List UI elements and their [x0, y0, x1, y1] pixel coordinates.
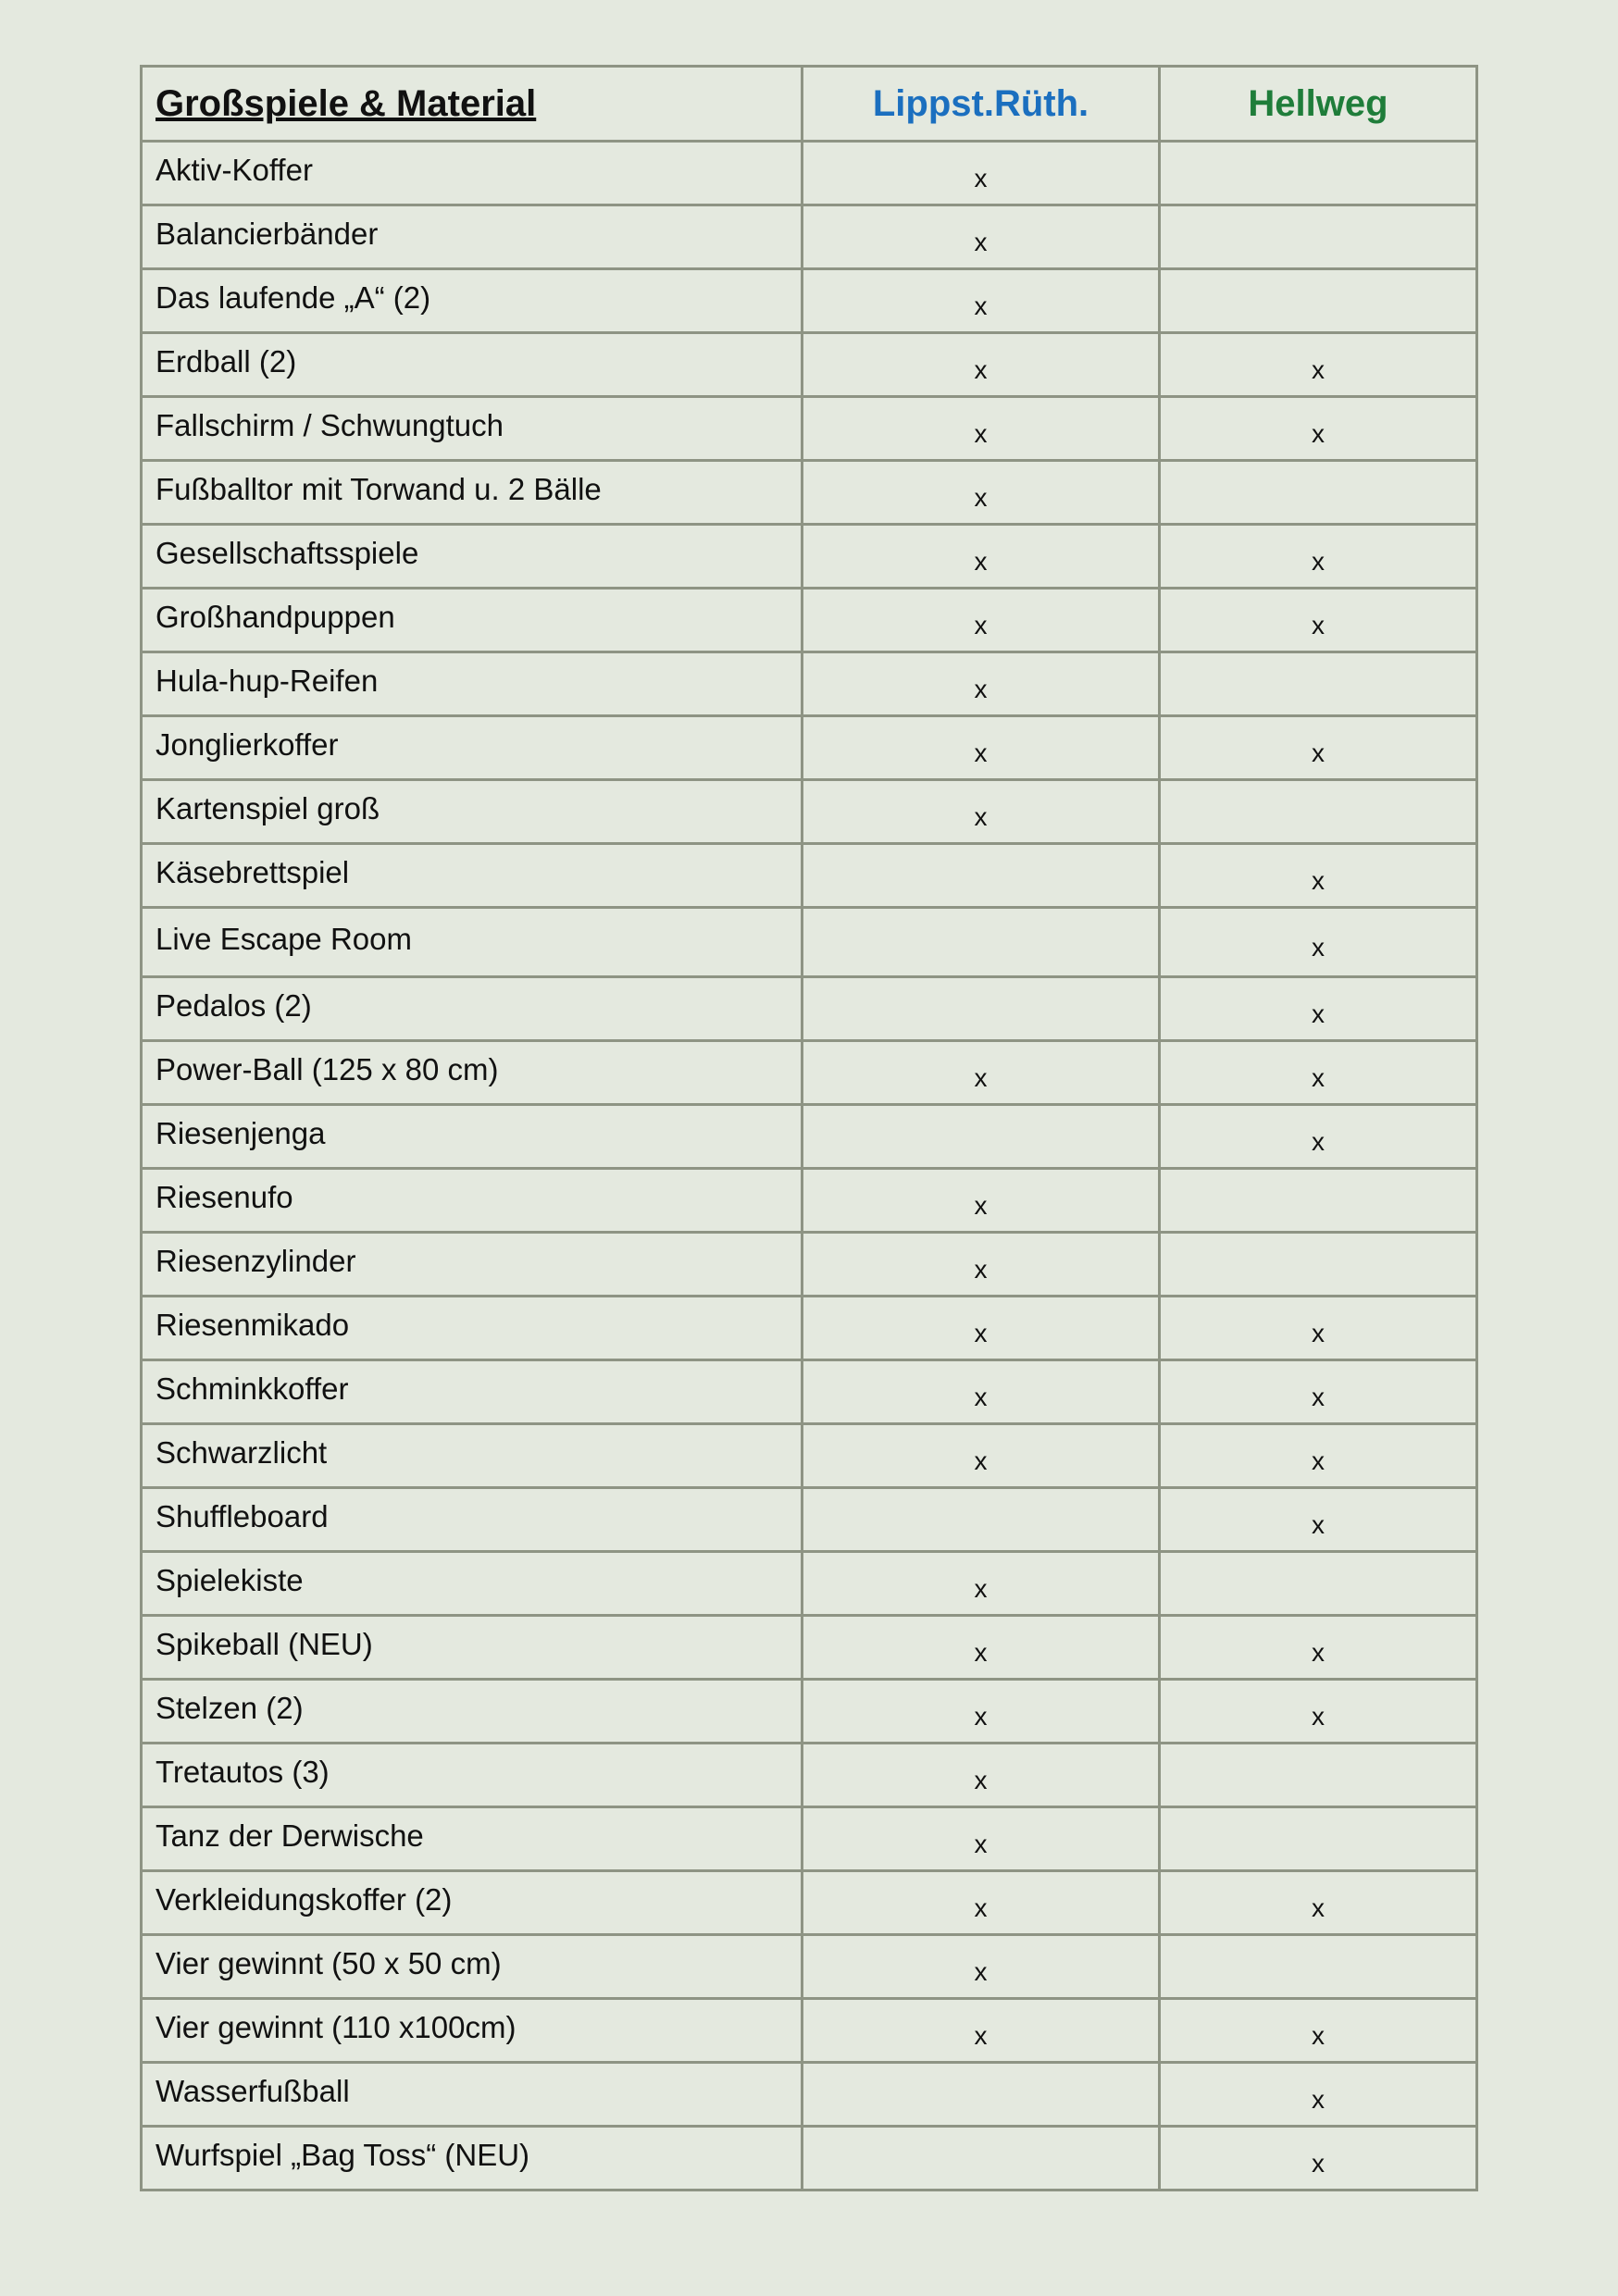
item-name-cell — [142, 1680, 803, 1744]
availability-mark: x — [974, 419, 988, 448]
availability-mark: x — [974, 2021, 988, 2050]
hellweg-mark-cell — [1160, 1680, 1477, 1744]
availability-mark: x — [974, 1574, 988, 1603]
item-name-cell — [142, 1233, 803, 1297]
availability-mark: x — [1312, 1510, 1325, 1539]
table-row — [142, 1616, 1477, 1680]
lippstadt-mark-cell — [803, 1105, 1160, 1169]
table-row — [142, 1424, 1477, 1488]
item-label: Spielekiste — [156, 1563, 304, 1597]
hellweg-mark-cell — [1160, 269, 1477, 333]
hellweg-mark-cell — [1160, 844, 1477, 908]
lippstadt-mark-cell — [803, 2063, 1160, 2127]
item-name-cell — [142, 2127, 803, 2191]
availability-mark: x — [1312, 547, 1325, 576]
table-row — [142, 142, 1477, 205]
hellweg-mark-cell — [1160, 525, 1477, 589]
hellweg-mark-cell — [1160, 780, 1477, 844]
lippstadt-mark-cell — [803, 1360, 1160, 1424]
lippstadt-mark-cell — [803, 1999, 1160, 2063]
item-name-cell — [142, 844, 803, 908]
header-row — [142, 67, 1477, 142]
table-row — [142, 1360, 1477, 1424]
item-label: Spikeball (NEU) — [156, 1627, 373, 1661]
lippstadt-mark-cell — [803, 1488, 1160, 1552]
hellweg-mark-cell — [1160, 142, 1477, 205]
availability-mark: x — [974, 1893, 988, 1922]
item-name-cell — [142, 1616, 803, 1680]
hellweg-mark-cell — [1160, 1871, 1477, 1935]
item-name-cell — [142, 1488, 803, 1552]
hellweg-mark-cell — [1160, 1935, 1477, 1999]
hellweg-mark-cell — [1160, 1233, 1477, 1297]
item-label: Käsebrettspiel — [156, 855, 350, 889]
hellweg-mark-cell — [1160, 1488, 1477, 1552]
lippstadt-mark-cell — [803, 2127, 1160, 2191]
table-row — [142, 977, 1477, 1041]
hellweg-mark-cell — [1160, 2063, 1477, 2127]
item-name-cell — [142, 333, 803, 397]
item-label: Schminkkoffer — [156, 1371, 349, 1406]
hellweg-mark-cell — [1160, 652, 1477, 716]
item-label: Riesenmikado — [156, 1308, 350, 1342]
hellweg-mark-cell — [1160, 397, 1477, 461]
lippstadt-mark-cell — [803, 589, 1160, 652]
item-name-cell — [142, 1552, 803, 1616]
availability-mark: x — [1312, 1383, 1325, 1411]
hellweg-mark-cell — [1160, 977, 1477, 1041]
table-row — [142, 1105, 1477, 1169]
hellweg-mark-cell — [1160, 2127, 1477, 2191]
lippstadt-mark-cell — [803, 716, 1160, 780]
availability-mark: x — [974, 228, 988, 256]
item-label: Gesellschaftsspiele — [156, 536, 419, 570]
item-label: Kartenspiel groß — [156, 791, 380, 825]
item-label: Vier gewinnt (110 x100cm) — [156, 2010, 517, 2044]
availability-mark: x — [1312, 1319, 1325, 1347]
hellweg-mark-cell — [1160, 716, 1477, 780]
lippstadt-mark-cell — [803, 1424, 1160, 1488]
availability-mark: x — [1312, 1063, 1325, 1092]
availability-mark: x — [974, 1446, 988, 1475]
lippstadt-mark-cell — [803, 397, 1160, 461]
availability-mark: x — [974, 738, 988, 767]
item-label: Tretautos (3) — [156, 1755, 330, 1789]
item-name-cell — [142, 1360, 803, 1424]
item-label: Das laufende „A“ (2) — [156, 280, 431, 315]
table-row — [142, 2127, 1477, 2191]
hellweg-mark-cell — [1160, 461, 1477, 525]
availability-mark: x — [1312, 611, 1325, 639]
item-label: Fußballtor mit Torwand u. 2 Bälle — [156, 472, 602, 506]
lippstadt-mark-cell — [803, 1233, 1160, 1297]
item-name-cell — [142, 589, 803, 652]
hellweg-mark-cell — [1160, 1616, 1477, 1680]
table-row — [142, 1233, 1477, 1297]
hellweg-mark-cell — [1160, 908, 1477, 977]
table-row — [142, 780, 1477, 844]
item-name-cell — [142, 977, 803, 1041]
table-row — [142, 1552, 1477, 1616]
availability-mark: x — [974, 802, 988, 831]
availability-mark: x — [974, 1957, 988, 1986]
item-name-cell — [142, 1935, 803, 1999]
item-label: Tanz der Derwische — [156, 1818, 424, 1853]
lippstadt-mark-cell — [803, 1616, 1160, 1680]
item-name-cell — [142, 1105, 803, 1169]
table-row — [142, 205, 1477, 269]
lippstadt-mark-cell — [803, 977, 1160, 1041]
availability-mark: x — [1312, 419, 1325, 448]
availability-mark: x — [1312, 1702, 1325, 1731]
header-hellweg: Hellweg — [1160, 67, 1477, 142]
item-name-cell — [142, 780, 803, 844]
availability-mark: x — [1312, 738, 1325, 767]
item-label: Wasserfußball — [156, 2074, 350, 2108]
lippstadt-mark-cell — [803, 844, 1160, 908]
item-label: Pedalos (2) — [156, 988, 312, 1023]
table-row — [142, 1807, 1477, 1871]
item-name-cell — [142, 1871, 803, 1935]
hellweg-mark-cell — [1160, 589, 1477, 652]
item-name-cell — [142, 1169, 803, 1233]
availability-mark: x — [1312, 2085, 1325, 2114]
item-name-cell — [142, 1041, 803, 1105]
availability-mark: x — [974, 1638, 988, 1667]
item-label: Riesenzylinder — [156, 1244, 356, 1278]
table-row — [142, 716, 1477, 780]
lippstadt-mark-cell — [803, 205, 1160, 269]
item-name-cell — [142, 205, 803, 269]
material-table — [140, 65, 1478, 2191]
hellweg-mark-cell — [1160, 1744, 1477, 1807]
hellweg-mark-cell — [1160, 1360, 1477, 1424]
item-name-cell — [142, 461, 803, 525]
item-label: Riesenufo — [156, 1180, 293, 1214]
item-label: Erdball (2) — [156, 344, 297, 379]
hellweg-mark-cell — [1160, 1169, 1477, 1233]
table-row — [142, 1169, 1477, 1233]
item-name-cell — [142, 1424, 803, 1488]
hellweg-mark-cell — [1160, 1297, 1477, 1360]
hellweg-mark-cell — [1160, 333, 1477, 397]
item-label: Schwarzlicht — [156, 1435, 328, 1470]
availability-mark: x — [974, 355, 988, 384]
hellweg-mark-cell — [1160, 1999, 1477, 2063]
item-label: Live Escape Room — [156, 922, 412, 956]
hellweg-mark-cell — [1160, 1807, 1477, 1871]
hellweg-mark-cell — [1160, 1105, 1477, 1169]
table-row — [142, 908, 1477, 977]
availability-mark: x — [1312, 933, 1325, 962]
item-label: Hula-hup-Reifen — [156, 664, 379, 698]
table-row — [142, 1871, 1477, 1935]
table-row — [142, 1999, 1477, 2063]
availability-mark: x — [974, 675, 988, 703]
item-name-cell — [142, 1999, 803, 2063]
availability-mark: x — [974, 1255, 988, 1284]
availability-mark: x — [974, 1702, 988, 1731]
availability-mark: x — [974, 483, 988, 512]
lippstadt-mark-cell — [803, 780, 1160, 844]
lippstadt-mark-cell — [803, 1935, 1160, 1999]
availability-mark: x — [974, 292, 988, 320]
availability-mark: x — [974, 1830, 988, 1858]
hellweg-mark-cell — [1160, 205, 1477, 269]
availability-mark: x — [1312, 1638, 1325, 1667]
item-name-cell — [142, 1297, 803, 1360]
item-label: Shuffleboard — [156, 1499, 329, 1533]
availability-mark: x — [974, 547, 988, 576]
table-row — [142, 461, 1477, 525]
item-label: Aktiv-Koffer — [156, 153, 313, 187]
lippstadt-mark-cell — [803, 1871, 1160, 1935]
availability-mark: x — [974, 1383, 988, 1411]
lippstadt-mark-cell — [803, 1744, 1160, 1807]
lippstadt-mark-cell — [803, 1680, 1160, 1744]
availability-mark: x — [1312, 2021, 1325, 2050]
hellweg-mark-cell — [1160, 1552, 1477, 1616]
table-row — [142, 589, 1477, 652]
header-lippstadt-rüthen: Lippst.Rüth. — [803, 67, 1160, 142]
availability-mark: x — [1312, 1446, 1325, 1475]
table-row — [142, 397, 1477, 461]
item-label: Stelzen (2) — [156, 1691, 304, 1725]
availability-mark: x — [1312, 866, 1325, 895]
availability-mark: x — [974, 164, 988, 192]
item-name-cell — [142, 2063, 803, 2127]
lippstadt-mark-cell — [803, 652, 1160, 716]
header-item: Großspiele & Material — [142, 67, 803, 142]
lippstadt-mark-cell — [803, 333, 1160, 397]
lippstadt-mark-cell — [803, 269, 1160, 333]
item-name-cell — [142, 269, 803, 333]
availability-mark: x — [1312, 355, 1325, 384]
hellweg-mark-cell — [1160, 1041, 1477, 1105]
item-label: Fallschirm / Schwungtuch — [156, 408, 504, 442]
availability-mark: x — [974, 1319, 988, 1347]
item-name-cell — [142, 1807, 803, 1871]
table-row — [142, 333, 1477, 397]
table-row — [142, 2063, 1477, 2127]
table-row — [142, 844, 1477, 908]
table-row — [142, 1680, 1477, 1744]
item-label: Jonglierkoffer — [156, 727, 339, 762]
table-row — [142, 1488, 1477, 1552]
lippstadt-mark-cell — [803, 461, 1160, 525]
availability-mark: x — [974, 1766, 988, 1794]
table-row — [142, 1744, 1477, 1807]
table-row — [142, 1935, 1477, 1999]
item-name-cell — [142, 1744, 803, 1807]
table-row — [142, 1041, 1477, 1105]
hellweg-mark-cell — [1160, 1424, 1477, 1488]
item-label: Großhandpuppen — [156, 600, 395, 634]
item-name-cell — [142, 397, 803, 461]
item-label: Wurfspiel „Bag Toss“ (NEU) — [156, 2138, 530, 2172]
item-label: Power-Ball (125 x 80 cm) — [156, 1052, 499, 1086]
lippstadt-mark-cell — [803, 1552, 1160, 1616]
item-label: Balancierbänder — [156, 217, 379, 251]
lippstadt-mark-cell — [803, 1169, 1160, 1233]
lippstadt-mark-cell — [803, 1041, 1160, 1105]
availability-mark: x — [1312, 1893, 1325, 1922]
lippstadt-mark-cell — [803, 1297, 1160, 1360]
table-row — [142, 525, 1477, 589]
item-label: Vier gewinnt (50 x 50 cm) — [156, 1946, 502, 1980]
table-row — [142, 1297, 1477, 1360]
item-label: Riesenjenga — [156, 1116, 326, 1150]
availability-mark: x — [1312, 999, 1325, 1028]
availability-mark: x — [974, 1063, 988, 1092]
lippstadt-mark-cell — [803, 525, 1160, 589]
lippstadt-mark-cell — [803, 908, 1160, 977]
item-name-cell — [142, 652, 803, 716]
table-row — [142, 652, 1477, 716]
item-name-cell — [142, 142, 803, 205]
item-label: Verkleidungskoffer (2) — [156, 1882, 453, 1917]
availability-mark: x — [974, 1191, 988, 1220]
item-name-cell — [142, 908, 803, 977]
item-name-cell — [142, 525, 803, 589]
lippstadt-mark-cell — [803, 1807, 1160, 1871]
availability-mark: x — [1312, 1127, 1325, 1156]
item-name-cell — [142, 716, 803, 780]
availability-mark: x — [974, 611, 988, 639]
table-row — [142, 269, 1477, 333]
availability-mark: x — [1312, 2149, 1325, 2178]
lippstadt-mark-cell — [803, 142, 1160, 205]
